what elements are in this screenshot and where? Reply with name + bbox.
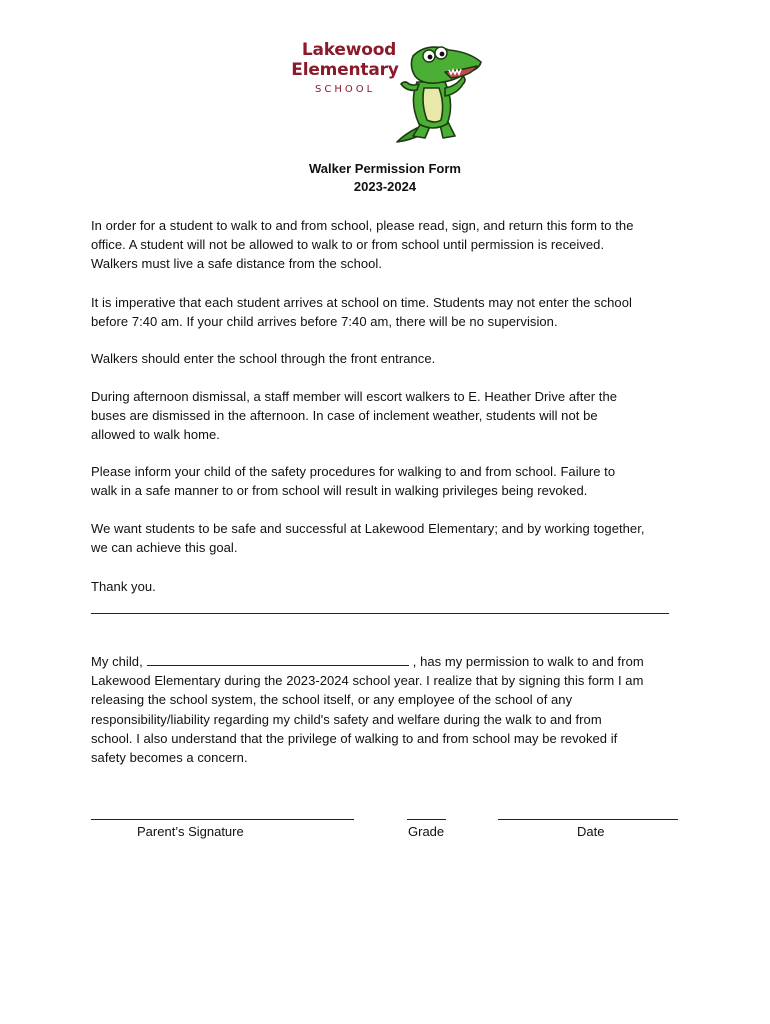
paragraph-line: We want students to be safe and successful at Lakewood Elementary; and by working together,	[91, 521, 645, 536]
paragraph-line: safety becomes a concern.	[91, 750, 248, 766]
paragraph-line: releasing the school system, the school itself, or any employee of the school of any	[91, 692, 573, 708]
paragraph-line: allowed to walk home.	[91, 427, 220, 443]
logo-name-line2: Elementary	[291, 60, 399, 80]
parent-signature-field[interactable]	[91, 819, 354, 820]
permission-lead: My child,	[91, 654, 143, 669]
paragraph-line: Walkers should enter the school through the front entrance.	[91, 351, 436, 366]
permission-first-line	[91, 652, 681, 671]
paragraph-walking-requirements	[91, 216, 681, 274]
tear-off-divider	[91, 613, 669, 614]
parent-signature-label: Parent’s Signature	[137, 824, 244, 839]
permission-statement	[91, 652, 681, 767]
paragraph-line: school. I also understand that the privilege of walking to and from school may be revoked if	[91, 730, 618, 746]
paragraph-arrival-time	[91, 293, 681, 331]
paragraph-line: It is imperative that each student arrives at school on time. Students may not enter the school	[91, 295, 632, 310]
paragraph-line: buses are dismissed in the afternoon. In case of inclement weather, students will not be	[91, 408, 598, 424]
grade-label: Grade	[408, 824, 445, 839]
alligator-mascot-icon	[387, 36, 487, 144]
paragraph-line: walk in a safe manner to or from school will result in walking privileges being revoked.	[91, 483, 588, 499]
paragraph-closing	[91, 519, 681, 557]
paragraph-entrance	[91, 349, 681, 368]
date-field[interactable]	[498, 819, 678, 820]
paragraph-line: During afternoon dismissal, a staff member will escort walkers to E. Heather Drive after the	[91, 389, 618, 404]
paragraph-line: Thank you.	[91, 579, 156, 594]
paragraph-line: office. A student will not be allowed to walk to or from school until permission is received.	[91, 237, 605, 253]
paragraph-line: Walkers must live a safe distance from the school.	[91, 256, 383, 272]
paragraph-line: responsibility/liability regarding my child's safety and welfare during the walk to and from	[91, 711, 602, 727]
child-name-field[interactable]	[147, 653, 409, 666]
paragraph-line: we can achieve this goal.	[91, 540, 238, 556]
paragraph-line: before 7:40 am. If your child arrives before 7:40 am, there will be no supervision.	[91, 314, 558, 330]
logo-subtitle: SCHOOL	[315, 84, 376, 95]
form-title: Walker Permission Form	[309, 161, 461, 176]
paragraph-dismissal	[91, 387, 681, 445]
paragraph-line: Lakewood Elementary during the 2023-2024 school year. I realize that by signing this form I am	[91, 673, 644, 689]
grade-field[interactable]	[407, 819, 446, 820]
paragraph-safety-procedures	[91, 462, 681, 500]
paragraph-line: Please inform your child of the safety procedures for walking to and from school. Failure to	[91, 464, 616, 479]
school-logo	[285, 36, 485, 146]
thank-you-text	[91, 577, 681, 596]
permission-after-blank: , has my permission to walk to and from	[412, 654, 644, 669]
paragraph-line: In order for a student to walk to and from school, please read, sign, and return this form to the	[91, 218, 634, 233]
date-label: Date	[577, 824, 605, 839]
logo-name-line1: Lakewood	[301, 40, 397, 60]
form-year: 2023-2024	[353, 179, 417, 194]
